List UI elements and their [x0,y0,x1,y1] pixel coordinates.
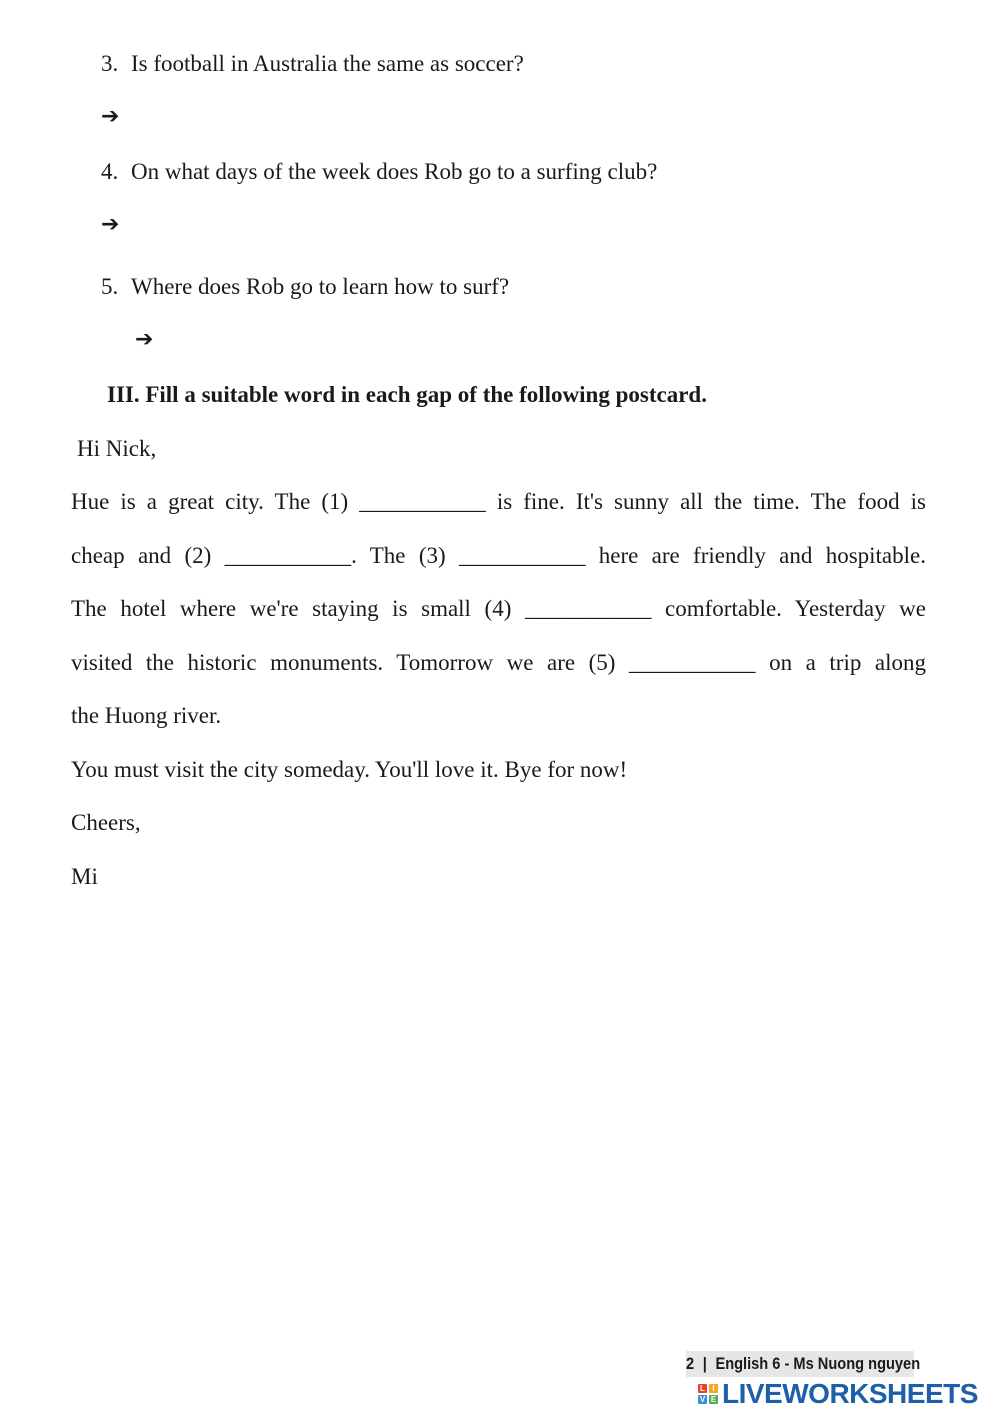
answer-arrow-icon: ➔ [135,327,154,352]
postcard-signature: Mi [71,864,98,889]
question-number: 3. [101,51,119,76]
postcard-greeting: Hi Nick, [77,436,157,461]
question-text: Is football in Australia the same as soccer? [131,51,524,76]
question-4 [101,157,657,187]
brand-name: LIVEWORKSHEETS [722,1378,978,1409]
postcard-line-3: The hotel where we're staying is small (4) ___________ comfortable. Yesterday we [71,596,926,621]
answer-arrow-icon: ➔ [101,212,120,237]
logo-letter: E [710,1395,717,1404]
postcard-signoff: Cheers, [71,810,141,835]
footer-separator: | [702,1354,707,1373]
logo-letter: V [699,1395,706,1404]
question-3 [101,49,524,79]
answer-arrow-icon: ➔ [101,104,120,129]
liveworksheets-brand [698,1378,978,1410]
liveworksheets-logo-icon [698,1384,718,1404]
question-text: On what days of the week does Rob go to a surfing club? [131,159,658,184]
question-text: Where does Rob go to learn how to surf? [131,274,510,299]
logo-letter: L [698,1384,707,1393]
postcard-closing-line: You must visit the city someday. You'll love it. Bye for now! [71,757,628,782]
page-footer [686,1351,921,1377]
question-number: 5. [101,274,119,299]
postcard-line-1: Hue is a great city. The (1) ___________ is fine. It's sunny all the time. The food is [71,489,926,514]
postcard-line-5: the Huong river. [71,703,222,728]
question-number: 4. [101,159,119,184]
postcard-line-2: cheap and (2) ___________. The (3) ___________ here are friendly and hospitable. [71,543,926,568]
section-heading: III. Fill a suitable word in each gap of the following postcard. [107,382,707,407]
page-number: 2 [686,1354,695,1373]
footer-course: English 6 - Ms Nuong nguyen [715,1354,921,1373]
question-5 [101,272,509,302]
logo-letter: I [709,1384,718,1393]
postcard-line-4: visited the historic monuments. Tomorrow we are (5) ___________ on a trip along [71,650,926,675]
